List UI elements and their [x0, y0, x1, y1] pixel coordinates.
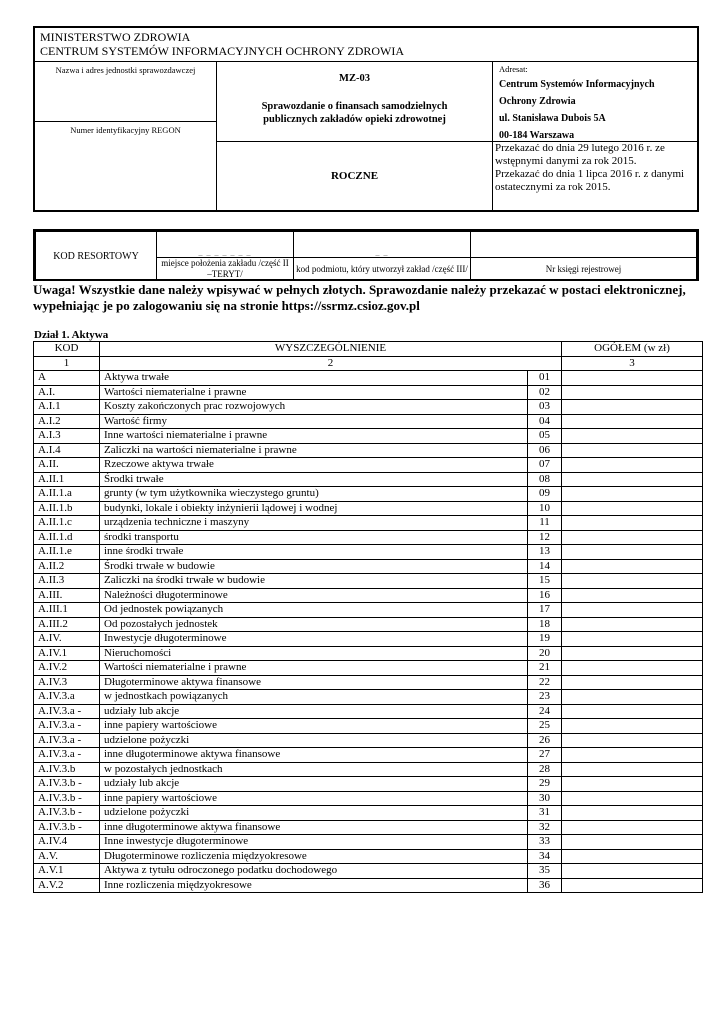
founder-code-label: kod podmiotu, który utworzył zakład /część III/ [294, 258, 471, 281]
row-total-input[interactable] [562, 545, 703, 560]
row-total-input[interactable] [562, 748, 703, 763]
row-number: 19 [528, 632, 562, 647]
row-number: 33 [528, 835, 562, 850]
reporting-unit-field[interactable] [35, 62, 217, 122]
row-number: 11 [528, 516, 562, 531]
row-total-input[interactable] [562, 414, 703, 429]
row-total-input[interactable] [562, 371, 703, 386]
row-description: Wartości niematerialne i prawne [100, 661, 528, 676]
row-description: Rzeczowe aktywa trwałe [100, 458, 528, 473]
row-code: A.III. [34, 588, 100, 603]
row-description: grunty (w tym użytkownika wieczystego gruntu) [100, 487, 528, 502]
registry-number-label: Nr księgi rejestrowej [471, 258, 697, 281]
assets-table [33, 341, 702, 893]
row-description: Inne inwestycje długoterminowe [100, 835, 528, 850]
row-description: udziały lub akcje [100, 704, 528, 719]
row-description: Inwestycje długoterminowe [100, 632, 528, 647]
row-total-input[interactable] [562, 530, 703, 545]
row-code: A.II.1 [34, 472, 100, 487]
founder-code-field[interactable] [294, 232, 471, 258]
table-row [34, 733, 703, 748]
row-code: A.V.2 [34, 878, 100, 893]
row-total-input[interactable] [562, 487, 703, 502]
table-row [34, 443, 703, 458]
ministry-heading [35, 28, 697, 62]
regon-label: Numer identyfikacyjny REGON [70, 125, 181, 135]
row-description: Długoterminowe aktywa finansowe [100, 675, 528, 690]
addressee-label: Adresat: [499, 64, 528, 74]
row-code: A.IV.3.a - [34, 748, 100, 763]
row-number: 24 [528, 704, 562, 719]
row-code: A.II.2 [34, 559, 100, 574]
table-row [34, 864, 703, 879]
row-number: 23 [528, 690, 562, 705]
row-description: Koszty zakończonych prac rozwojowych [100, 400, 528, 415]
table-row [34, 632, 703, 647]
ministry-line2: CENTRUM SYSTEMÓW INFORMACYJNYCH OCHRONY ZDROWIA [40, 44, 405, 58]
row-code: A.IV.3.b - [34, 806, 100, 821]
row-code: A.IV.3.b - [34, 777, 100, 792]
table-row [34, 835, 703, 850]
row-total-input[interactable] [562, 400, 703, 415]
row-number: 03 [528, 400, 562, 415]
row-code: A.IV.3.a - [34, 719, 100, 734]
row-code: A.V.1 [34, 864, 100, 879]
table-row [34, 487, 703, 502]
row-code: A.IV.2 [34, 661, 100, 676]
row-number: 18 [528, 617, 562, 632]
kod-resortowy-block [33, 229, 699, 281]
row-number: 17 [528, 603, 562, 618]
row-description: Nieruchomości [100, 646, 528, 661]
row-number: 16 [528, 588, 562, 603]
row-code: A.IV.1 [34, 646, 100, 661]
row-description: Aktywa trwałe [100, 371, 528, 386]
row-number: 07 [528, 458, 562, 473]
row-number: 13 [528, 545, 562, 560]
reporting-unit-label: Nazwa i adres jednostki sprawozdawczej [55, 65, 196, 75]
row-total-input[interactable] [562, 559, 703, 574]
row-total-input[interactable] [562, 603, 703, 618]
row-total-input[interactable] [562, 777, 703, 792]
row-number: 04 [528, 414, 562, 429]
column-number-2: 2 [100, 356, 562, 371]
table-row [34, 762, 703, 777]
row-description: Aktywa z tytułu odroczonego podatku dochodowego [100, 864, 528, 879]
row-code: A.II.1.a [34, 487, 100, 502]
row-total-input[interactable] [562, 617, 703, 632]
column-number-1: 1 [34, 356, 100, 371]
table-row [34, 545, 703, 560]
row-description: udzielone pożyczki [100, 733, 528, 748]
addressee-line4: 00-184 Warszawa [499, 130, 575, 141]
row-code: A.IV. [34, 632, 100, 647]
row-code: A.II.1.e [34, 545, 100, 560]
row-code: A.I.2 [34, 414, 100, 429]
row-number: 02 [528, 385, 562, 400]
row-total-input[interactable] [562, 762, 703, 777]
row-description: Od jednostek powiązanych [100, 603, 528, 618]
row-total-input[interactable] [562, 820, 703, 835]
addressee-cell [493, 62, 697, 142]
table-row [34, 472, 703, 487]
table-row [34, 574, 703, 589]
row-total-input[interactable] [562, 588, 703, 603]
row-description: Wartość firmy [100, 414, 528, 429]
row-number: 09 [528, 487, 562, 502]
row-description: budynki, lokale i obiekty inżynierii lądowej i wodnej [100, 501, 528, 516]
teryt-dashes: _ _ _ _ _ _ _ [198, 248, 252, 257]
assets-rows [34, 371, 703, 893]
row-total-input[interactable] [562, 632, 703, 647]
form-title: Sprawozdanie o finansach samodzielnych publicznych zakładów opieki zdrowotnej [261, 101, 448, 125]
row-total-input[interactable] [562, 791, 703, 806]
addressee-line2: Ochrony Zdrowia [499, 96, 576, 107]
row-code: A.I. [34, 385, 100, 400]
row-number: 26 [528, 733, 562, 748]
table-row [34, 385, 703, 400]
row-code: A.III.1 [34, 603, 100, 618]
ministry-line1: MINISTERSTWO ZDROWIA [40, 30, 191, 44]
table-row [34, 791, 703, 806]
row-number: 32 [528, 820, 562, 835]
row-number: 01 [528, 371, 562, 386]
row-total-input[interactable] [562, 704, 703, 719]
row-total-input[interactable] [562, 878, 703, 893]
row-description: Środki trwałe [100, 472, 528, 487]
row-code: A.II.3 [34, 574, 100, 589]
row-number: 08 [528, 472, 562, 487]
table-row [34, 806, 703, 821]
header-description: WYSZCZEGÓLNIENIE [100, 342, 562, 357]
row-total-input[interactable] [562, 385, 703, 400]
row-code: A.III.2 [34, 617, 100, 632]
row-description: Należności długoterminowe [100, 588, 528, 603]
teryt-label: miejsce położenia zakładu /część II –TERYT/ [157, 258, 294, 281]
row-code: A.IV.3.a - [34, 704, 100, 719]
row-total-input[interactable] [562, 501, 703, 516]
row-code: A.IV.3 [34, 675, 100, 690]
row-total-input[interactable] [562, 835, 703, 850]
table-row [34, 646, 703, 661]
table-row [34, 400, 703, 415]
table-row [34, 588, 703, 603]
row-description: Inne wartości niematerialne i prawne [100, 429, 528, 444]
row-description: udziały lub akcje [100, 777, 528, 792]
table-row [34, 704, 703, 719]
row-code: A.II.1.c [34, 516, 100, 531]
founder-dashes: _ _ [375, 248, 389, 257]
form-code: MZ-03 [339, 73, 370, 84]
row-number: 14 [528, 559, 562, 574]
header-kod: KOD [34, 342, 100, 357]
table-row [34, 603, 703, 618]
table-row [34, 617, 703, 632]
row-number: 06 [528, 443, 562, 458]
warning-notice: Uwaga! Wszystkie dane należy wpisywać w pełnych złotych. Sprawozdanie należy przekazać w postaci elektronicznej, wypełniając je po zalogowaniu się na stronie https://ssrmz.csioz.gov.pl [33, 282, 686, 313]
row-total-input[interactable] [562, 849, 703, 864]
table-row [34, 458, 703, 473]
header-total: OGÓŁEM (w zł) [562, 342, 703, 357]
section-title: Dział 1. Aktywa [34, 329, 109, 341]
row-number: 31 [528, 806, 562, 821]
table-row [34, 516, 703, 531]
row-number: 10 [528, 501, 562, 516]
row-code: A.IV.3.b [34, 762, 100, 777]
table-row [34, 690, 703, 705]
table-row [34, 429, 703, 444]
row-total-input[interactable] [562, 429, 703, 444]
form-title-cell [217, 62, 493, 142]
row-description: Wartości niematerialne i prawne [100, 385, 528, 400]
row-total-input[interactable] [562, 661, 703, 676]
table-row [34, 820, 703, 835]
row-description: Długoterminowe rozliczenia międzyokresowe [100, 849, 528, 864]
row-number: 30 [528, 791, 562, 806]
row-description: w pozostałych jednostkach [100, 762, 528, 777]
row-total-input[interactable] [562, 806, 703, 821]
deadline-preliminary: Przekazać do dnia 29 lutego 2016 r. ze wstępnymi danymi za rok 2015. [495, 142, 665, 167]
row-number: 20 [528, 646, 562, 661]
row-number: 28 [528, 762, 562, 777]
table-row [34, 559, 703, 574]
row-description: Inne rozliczenia międzyokresowe [100, 878, 528, 893]
row-description: w jednostkach powiązanych [100, 690, 528, 705]
row-total-input[interactable] [562, 472, 703, 487]
row-description: Zaliczki na wartości niematerialne i prawne [100, 443, 528, 458]
row-number: 36 [528, 878, 562, 893]
row-description: środki transportu [100, 530, 528, 545]
row-total-input[interactable] [562, 733, 703, 748]
row-number: 29 [528, 777, 562, 792]
row-total-input[interactable] [562, 864, 703, 879]
row-description: Środki trwałe w budowie [100, 559, 528, 574]
addressee-line1: Centrum Systemów Informacyjnych [499, 79, 655, 90]
row-description: Zaliczki na środki trwałe w budowie [100, 574, 528, 589]
row-description: urządzenia techniczne i maszyny [100, 516, 528, 531]
table-row [34, 849, 703, 864]
row-total-input[interactable] [562, 574, 703, 589]
row-total-input[interactable] [562, 646, 703, 661]
row-total-input[interactable] [562, 516, 703, 531]
table-row [34, 675, 703, 690]
row-total-input[interactable] [562, 690, 703, 705]
column-number-3: 3 [562, 356, 703, 371]
row-code: A.II. [34, 458, 100, 473]
row-description: inne papiery wartościowe [100, 791, 528, 806]
row-description: Od pozostałych jednostek [100, 617, 528, 632]
row-code: A.II.1.d [34, 530, 100, 545]
row-description: inne papiery wartościowe [100, 719, 528, 734]
row-number: 21 [528, 661, 562, 676]
row-code: A.IV.3.a - [34, 733, 100, 748]
registry-number-field[interactable] [471, 232, 697, 258]
row-total-input[interactable] [562, 443, 703, 458]
regon-field[interactable] [35, 122, 217, 210]
table-row [34, 530, 703, 545]
table-row [34, 719, 703, 734]
row-number: 15 [528, 574, 562, 589]
table-row [34, 748, 703, 763]
row-number: 05 [528, 429, 562, 444]
row-total-input[interactable] [562, 675, 703, 690]
row-code: A.IV.3.b - [34, 820, 100, 835]
table-row [34, 661, 703, 676]
row-total-input[interactable] [562, 719, 703, 734]
kod-resortowy-label: KOD RESORTOWY [36, 232, 157, 281]
row-code: A.V. [34, 849, 100, 864]
row-number: 12 [528, 530, 562, 545]
row-code: A.I.3 [34, 429, 100, 444]
row-number: 22 [528, 675, 562, 690]
table-row [34, 777, 703, 792]
form-header [33, 26, 699, 212]
period-label: ROCZNE [217, 142, 493, 210]
row-description: inne środki trwałe [100, 545, 528, 560]
row-code: A.I.4 [34, 443, 100, 458]
row-code: A.IV.3.b - [34, 791, 100, 806]
deadline-cell [493, 142, 697, 210]
row-number: 35 [528, 864, 562, 879]
row-code: A [34, 371, 100, 386]
addressee-line3: ul. Stanisława Dubois 5A [499, 113, 606, 124]
row-code: A.II.1.b [34, 501, 100, 516]
deadline-final: Przekazać do dnia 1 lipca 2016 r. z danymi ostatecznymi za rok 2015. [495, 168, 685, 193]
row-description: inne długoterminowe aktywa finansowe [100, 748, 528, 763]
row-number: 25 [528, 719, 562, 734]
table-row [34, 371, 703, 386]
table-row [34, 878, 703, 893]
row-code: A.IV.4 [34, 835, 100, 850]
row-number: 27 [528, 748, 562, 763]
table-row [34, 501, 703, 516]
table-row [34, 414, 703, 429]
row-total-input[interactable] [562, 458, 703, 473]
teryt-field[interactable] [157, 232, 294, 258]
row-code: A.IV.3.a [34, 690, 100, 705]
row-description: inne długoterminowe aktywa finansowe [100, 820, 528, 835]
row-description: udzielone pożyczki [100, 806, 528, 821]
row-code: A.I.1 [34, 400, 100, 415]
row-number: 34 [528, 849, 562, 864]
